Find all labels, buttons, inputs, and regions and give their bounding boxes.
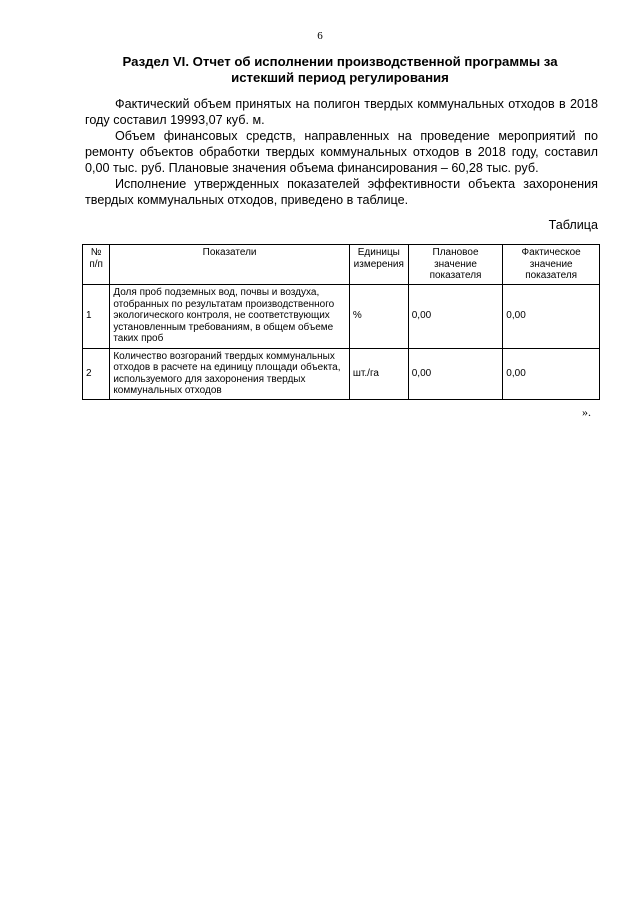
row-indicator: Доля проб подземных вод, почвы и воздуха, отобранных по результатам производственного экологического контроля, не соответствующих установленным требованиям, в общем объеме таких проб xyxy=(110,284,350,348)
row-fact-value: 0,00 xyxy=(503,284,600,348)
row-plan-value: 0,00 xyxy=(408,284,503,348)
header-plan: Плановое значение показателя xyxy=(408,245,503,285)
table-row xyxy=(83,348,600,399)
table-row xyxy=(83,284,600,348)
row-unit: % xyxy=(349,284,408,348)
row-fact-value: 0,00 xyxy=(503,348,600,399)
closing-quote-mark: ». xyxy=(582,405,591,419)
table-header-row xyxy=(83,245,600,285)
paragraph-indicators: Исполнение утвержденных показателей эффективности объекта захоронения твердых коммунальных отходов, приведено в таблице. xyxy=(85,177,598,207)
row-indicator: Количество возгораний твердых коммунальных отходов в расчете на единицу площади объекта, используемого для захоронения твердых коммунальных отходов xyxy=(110,348,350,399)
header-indicator: Показатели xyxy=(110,245,350,285)
body-text xyxy=(85,96,598,208)
row-number: 1 xyxy=(83,284,110,348)
page-number: 6 xyxy=(317,30,323,42)
row-number: 2 xyxy=(83,348,110,399)
table-caption: Таблица xyxy=(548,218,598,232)
indicators-table xyxy=(82,244,600,400)
row-plan-value: 0,00 xyxy=(408,348,503,399)
header-number: № п/п xyxy=(83,245,110,285)
section-heading: Раздел VI. Отчет об исполнении производственной программы за истекший период регулирования xyxy=(122,54,558,85)
paragraph-volume: Фактический объем принятых на полигон твердых коммунальных отходов в 2018 году составил 19993,07 куб. м. xyxy=(85,97,598,127)
header-fact: Фактическое значение показателя xyxy=(503,245,600,285)
header-unit: Единицы измерения xyxy=(349,245,408,285)
paragraph-financing: Объем финансовых средств, направленных на проведение мероприятий по ремонту объектов обработки твердых коммунальных отходов в 2018 году, составил 0,00 тыс. руб. Плановые значения объема финансирования – 60,28 тыс. руб. xyxy=(85,129,598,175)
row-unit: шт./га xyxy=(349,348,408,399)
